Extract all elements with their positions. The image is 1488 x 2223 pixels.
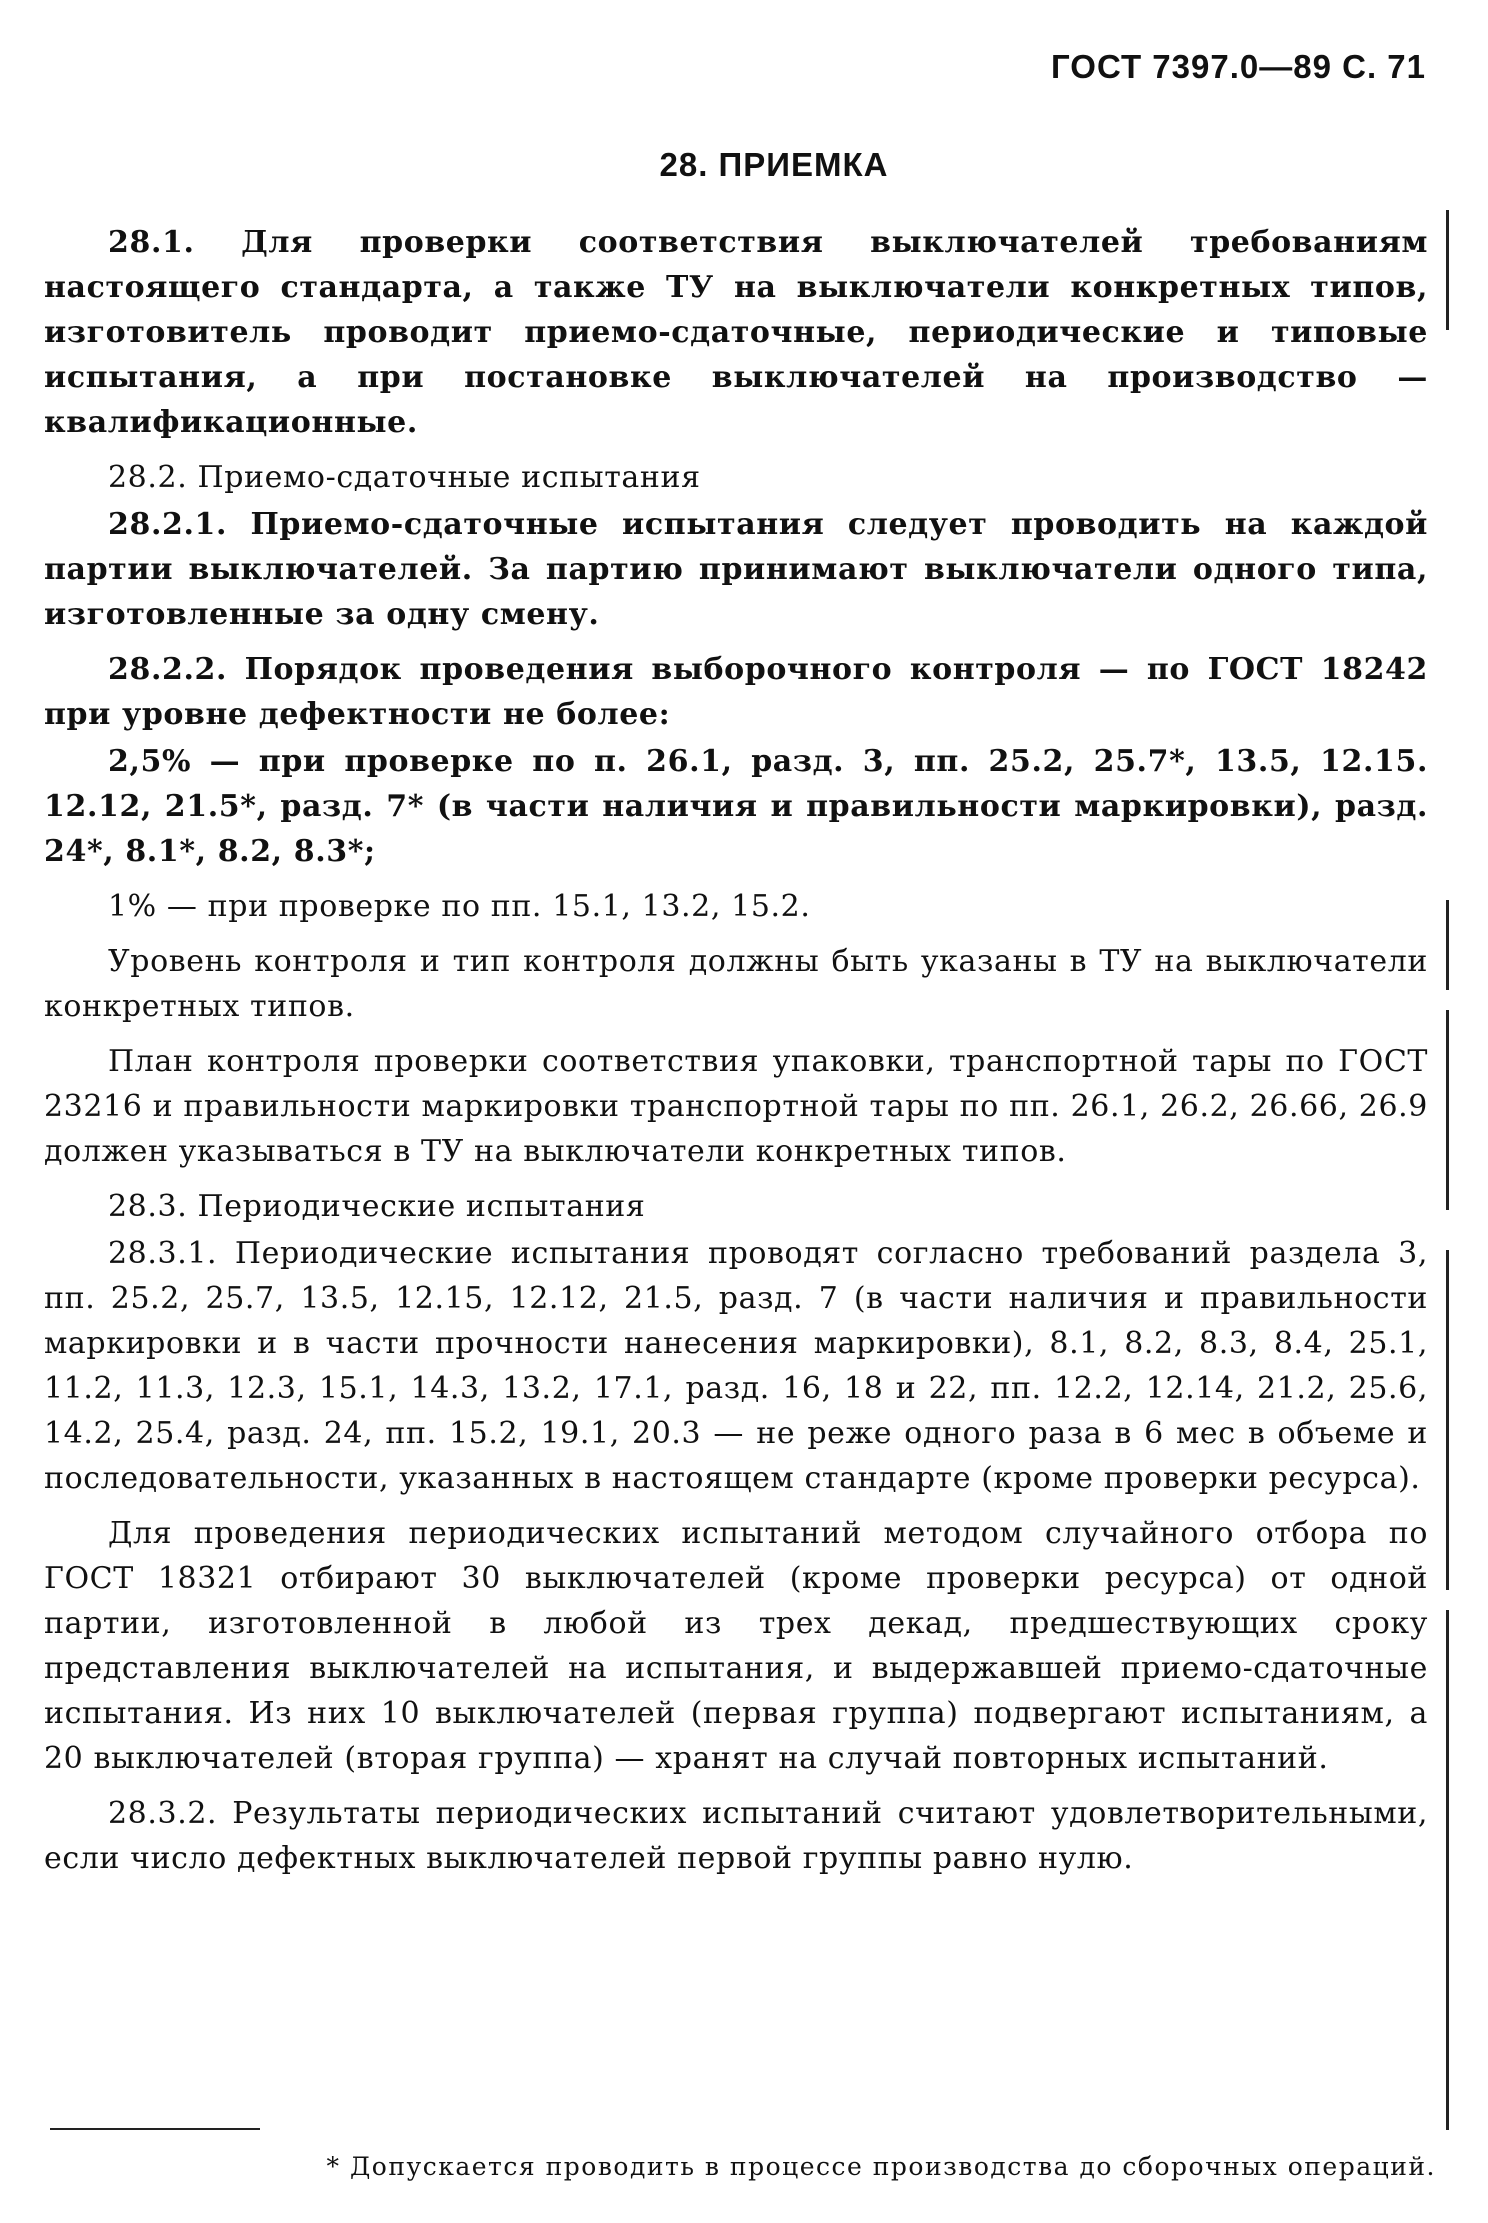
- defect-level-item-2-5: 2,5% — при проверке по п. 26.1, разд. 3, пп. 25.2, 25.7*, 13.5, 12.15. 12.12, 21.5*, разд. 7* (в части наличия и правильности маркировки), разд. 24*, 8.1*, 8.2, 8.3*;: [44, 744, 1428, 869]
- margin-change-bar: [1446, 1250, 1449, 1590]
- margin-change-bar: [1446, 1010, 1449, 1210]
- margin-change-bar: [1446, 210, 1449, 330]
- paragraph-packaging-control: План контроля проверки соответствия упаковки, транспортной тары по ГОСТ 23216 и правильности маркировки транспортной тары по пп. 26.1, 26.2, 26.66, 26.9 должен указываться в ТУ на выключатели конкретных типов.: [44, 1044, 1428, 1169]
- paragraph-28-3-1: 28.3.1. Периодические испытания проводят согласно требований раздела 3, пп. 25.2, 25.7, 13.5, 12.15, 12.12, 21.5, разд. 7 (в части наличия и правильности маркировки и в части прочности нанесения маркировки), 8.1, 8.2, 8.3, 8.4, 25.1, 11.2, 11.3, 12.3, 15.1, 14.3, 13.2, 17.1, разд. 16, 18 и 22, пп. 12.2, 12.14, 21.2, 25.6, 14.2, 25.4, разд. 24, пп. 15.2, 19.1, 20.3 — не реже одного раза в 6 мес в объеме и последовательности, указанных в настоящем стандарте (кроме проверки ресурса).: [44, 1236, 1428, 1496]
- margin-change-bar: [1446, 1610, 1449, 2130]
- paragraph-control-level: Уровень контроля и тип контроля должны быть указаны в ТУ на выключатели конкретных типов.: [44, 944, 1428, 1024]
- footnote-rule: [50, 2128, 260, 2130]
- paragraph-28-1: 28.1. Для проверки соответствия выключателей требованиям настоящего стандарта, а также ТУ на выключатели конкретных типов, изготовитель проводит приемо-сдаточные, периодические и типовые испытания, а при постановке выключателей на производство — квалификационные.: [44, 225, 1428, 440]
- defect-level-item-1: 1% — при проверке по пп. 15.1, 13.2, 15.2.: [108, 889, 811, 924]
- margin-change-bar: [1446, 900, 1449, 990]
- subsection-heading-28-2: 28.2. Приемо-сдаточные испытания: [108, 460, 701, 495]
- running-header: ГОСТ 7397.0—89 С. 71: [1051, 48, 1426, 85]
- subsection-heading-28-3: 28.3. Периодические испытания: [108, 1189, 646, 1224]
- paragraph-28-2-2: 28.2.2. Порядок проведения выборочного контроля — по ГОСТ 18242 при уровне дефектности не более:: [44, 652, 1428, 732]
- paragraph-28-2-1: 28.2.1. Приемо-сдаточные испытания следует проводить на каждой партии выключателей. За партию принимают выключатели одного типа, изготовленные за одну смену.: [44, 507, 1428, 632]
- paragraph-28-3-2: 28.3.2. Результаты периодических испытаний считают удовлетворительными, если число дефектных выключателей первой группы равно нулю.: [44, 1796, 1428, 1876]
- section-body: [44, 220, 1428, 1883]
- paragraph-random-sampling: Для проведения периодических испытаний методом случайного отбора по ГОСТ 18321 отбирают 30 выключателей (кроме проверки ресурса) от одной партии, изготовленной в любой из трех декад, предшествующих сроку представления выключателей на испытания, и выдержавшей приемо-сдаточные испытания. Из них 10 выключателей (первая группа) подвергают испытаниям, а 20 выключателей (вторая группа) — хранят на случай повторных испытаний.: [44, 1516, 1428, 1776]
- section-title: 28. ПРИЕМКА: [659, 146, 889, 183]
- footnote: * Допускается проводить в процессе производства до сборочных операций.: [326, 2152, 1436, 2181]
